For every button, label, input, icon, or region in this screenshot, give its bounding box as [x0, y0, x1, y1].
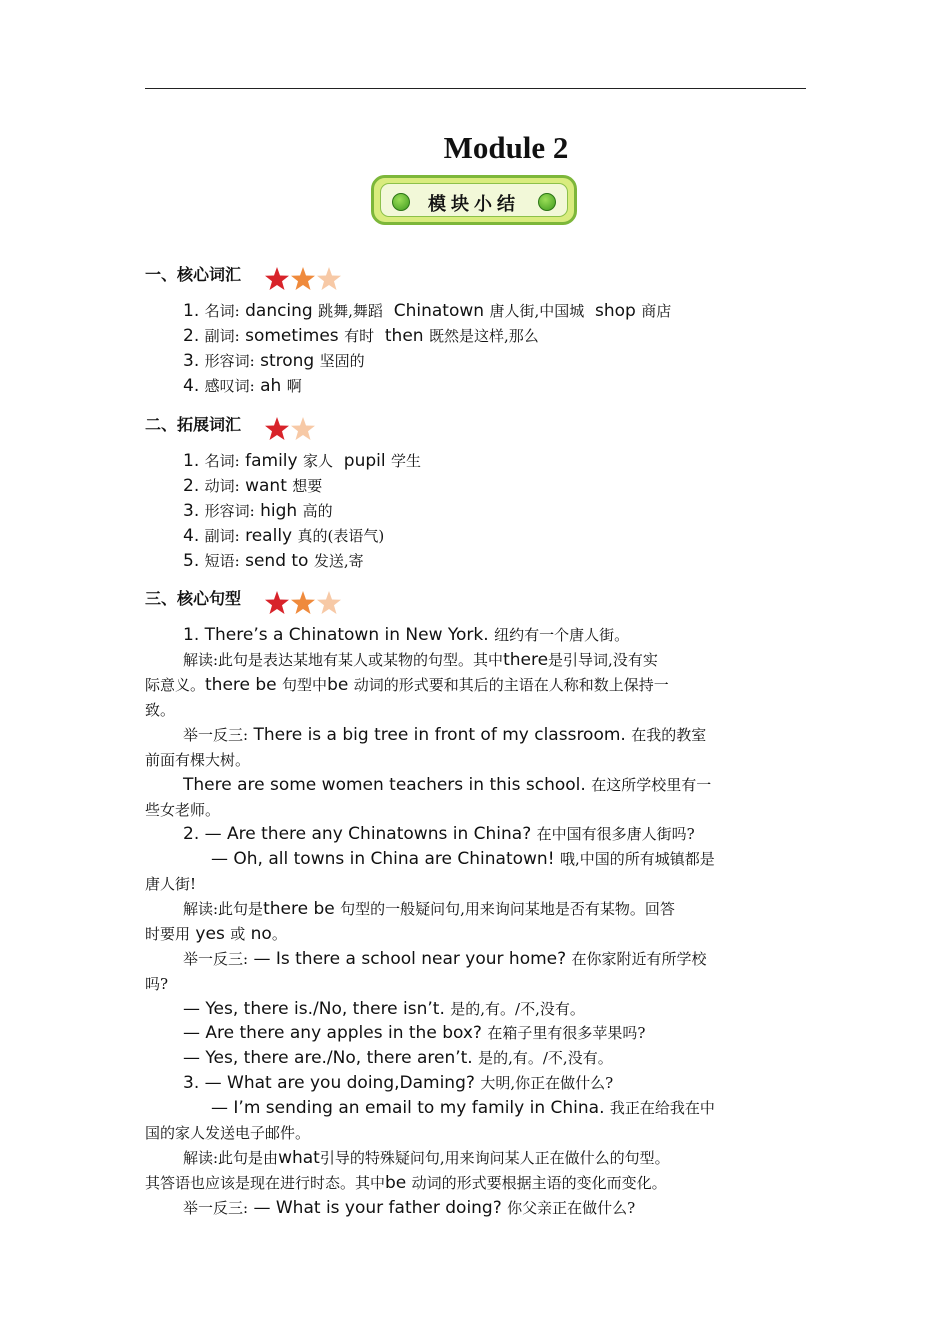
sentence-line	[145, 1122, 805, 1143]
star-icon	[291, 591, 315, 614]
star-icon	[265, 417, 289, 440]
english-text: there	[503, 650, 549, 670]
chinese-text: 跳舞,舞蹈	[318, 302, 383, 320]
chinese-text: 时要用	[145, 925, 191, 943]
chinese-text: 高的	[302, 502, 333, 520]
list-item	[145, 375, 805, 396]
english-text: shop	[584, 301, 642, 321]
english-text: there be	[205, 675, 283, 695]
sentence-line	[145, 973, 805, 994]
english-text: — Yes, there is./No, there isn’t.	[183, 999, 451, 1019]
star-icon	[265, 267, 289, 290]
english-text: pupil	[333, 451, 392, 471]
chinese-text: 名词:	[204, 452, 240, 470]
english-text: There are some women teachers in this school.	[183, 775, 592, 795]
list-item	[145, 550, 805, 571]
chinese-text: 形容词:	[204, 352, 255, 370]
sentence-line	[145, 1047, 805, 1068]
chinese-text: 些女老师。	[145, 801, 221, 819]
chinese-text: 国的家人发送电子邮件。	[145, 1124, 311, 1142]
english-text: ah	[254, 376, 287, 396]
sentence-line	[145, 624, 805, 645]
list-item	[145, 450, 805, 471]
sentence-line	[145, 848, 805, 869]
green-dot-icon	[538, 193, 556, 211]
sentence-line	[145, 699, 805, 720]
list-item	[145, 350, 805, 371]
english-text: — I’m sending an email to my family in China.	[211, 1098, 610, 1118]
star-icon	[291, 267, 315, 290]
chinese-text: 在我的教室	[631, 726, 707, 744]
english-text: 2. — Are there any Chinatowns in China?	[183, 824, 537, 844]
chinese-text: 动词:	[204, 477, 240, 495]
chinese-text: 句型的一般疑问句,用来询问某地是否有某物。回答	[340, 900, 675, 918]
english-text: 1. There’s a Chinatown in New York.	[183, 625, 495, 645]
chinese-text: 其答语也应该是现在进行时态。其中	[145, 1174, 386, 1192]
english-text: what	[278, 1148, 320, 1168]
chinese-text: 家人	[302, 452, 333, 470]
english-text: Chinatown	[382, 301, 490, 321]
english-text: — What is your father doing?	[248, 1198, 508, 1218]
chinese-text: 举一反三:	[183, 726, 249, 744]
section-heading-core-vocab	[145, 262, 343, 292]
chinese-text: 解读:此句是	[183, 900, 264, 918]
english-text: 4.	[183, 526, 200, 546]
chinese-text: 坚固的	[319, 352, 365, 370]
chinese-text: 有时	[344, 327, 375, 345]
list-item	[145, 325, 805, 346]
chinese-text: 引导的特殊疑问句,用来询问某人正在做什么的句型。	[319, 1149, 670, 1167]
list-item	[145, 500, 805, 521]
sentence-line	[145, 674, 805, 695]
chinese-text: 大明,你正在做什么?	[480, 1074, 614, 1092]
english-text: then	[374, 326, 429, 346]
english-text: 4.	[183, 376, 200, 396]
chinese-text: 形容词:	[204, 502, 255, 520]
chinese-text: 发送,寄	[313, 552, 364, 570]
english-text: really	[239, 526, 298, 546]
section-heading-core-sentences	[145, 586, 343, 616]
list-item	[145, 475, 805, 496]
list-item	[145, 525, 805, 546]
section-heading-text: 一、核心词汇	[145, 265, 242, 284]
chinese-text: 商店	[641, 302, 672, 320]
chinese-text: 在中国有很多唐人街吗?	[536, 825, 695, 843]
chinese-text: 前面有棵大树。	[145, 751, 251, 769]
sentence-line	[145, 724, 805, 745]
sentence-line	[145, 873, 805, 894]
english-text: 2.	[183, 476, 200, 496]
chinese-text: 致。	[145, 701, 176, 719]
module-summary-badge	[371, 175, 577, 225]
section-heading-text: 三、核心句型	[145, 589, 242, 608]
english-text: be	[327, 675, 354, 695]
chinese-text: 是的,有。/不,没有。	[478, 1049, 613, 1067]
sentence-line	[145, 1097, 805, 1118]
english-text: 5.	[183, 551, 200, 571]
chinese-text: 名词:	[204, 302, 240, 320]
sentence-line	[145, 923, 805, 944]
chinese-text: 真的(表语气)	[297, 527, 385, 545]
sentence-line	[145, 774, 805, 795]
chinese-text: 副词:	[204, 527, 240, 545]
section-heading-extended-vocab	[145, 412, 317, 442]
english-text: — Yes, there are./No, there aren’t.	[183, 1048, 479, 1068]
page-title: Module 2	[443, 130, 569, 165]
english-text: yes	[190, 924, 231, 944]
chinese-text: 句型中	[282, 676, 328, 694]
header-rule	[145, 88, 806, 89]
chinese-text: 你父亲正在做什么?	[507, 1199, 636, 1217]
badge-inner	[380, 183, 568, 217]
sentence-line	[145, 1147, 805, 1168]
english-text: strong	[254, 351, 320, 371]
english-text: 3. — What are you doing,Daming?	[183, 1073, 481, 1093]
english-text: 3.	[183, 351, 200, 371]
english-text: 1.	[183, 451, 200, 471]
chinese-text: 举一反三:	[183, 1199, 249, 1217]
chinese-text: 际意义。	[145, 676, 206, 694]
english-text: — Are there any apples in the box?	[183, 1023, 488, 1043]
english-text: send to	[239, 551, 314, 571]
sentence-line	[145, 1197, 805, 1218]
rating-stars-icon	[265, 266, 343, 292]
chinese-text: 副词:	[204, 327, 240, 345]
star-icon	[291, 417, 315, 440]
english-text: high	[254, 501, 303, 521]
chinese-text: 动词的形式要根据主语的变化而变化。	[411, 1174, 667, 1192]
chinese-text: 动词的形式要和其后的主语在人称和数上保持一	[353, 676, 669, 694]
chinese-text: 解读:此句是由	[183, 1149, 279, 1167]
sentence-line	[145, 823, 805, 844]
chinese-text: 是引导词,没有实	[548, 651, 658, 669]
english-text: want	[239, 476, 293, 496]
star-icon	[317, 591, 341, 614]
sentence-line	[145, 898, 805, 919]
chinese-text: 哦,中国的所有城镇都是	[559, 850, 715, 868]
star-icon	[265, 591, 289, 614]
chinese-text: 既然是这样,那么	[428, 327, 539, 345]
chinese-text: 在这所学校里有一	[591, 776, 712, 794]
english-text: be	[385, 1173, 412, 1193]
sentence-line	[145, 998, 805, 1019]
english-text: dancing	[239, 301, 319, 321]
badge-label: 模块小结	[428, 194, 520, 215]
english-text: no	[245, 924, 272, 944]
chinese-text: 举一反三:	[183, 950, 249, 968]
english-text: 2.	[183, 326, 200, 346]
list-item	[145, 300, 805, 321]
english-text: there be	[263, 899, 341, 919]
chinese-text: 唐人街!	[145, 875, 197, 893]
chinese-text: 在箱子里有很多苹果吗?	[487, 1024, 646, 1042]
chinese-text: 解读:此句是表达某地有某人或某物的句型。其中	[183, 651, 504, 669]
sentence-line	[145, 799, 805, 820]
english-text: There is a big tree in front of my classroom.	[248, 725, 632, 745]
english-text: family	[239, 451, 303, 471]
chinese-text: 学生	[391, 452, 422, 470]
sentence-line	[145, 948, 805, 969]
chinese-text: 啊	[286, 377, 302, 395]
chinese-text: 是的,有。/不,没有。	[450, 1000, 585, 1018]
chinese-text: 我正在给我在中	[609, 1099, 715, 1117]
chinese-text: 或	[230, 925, 246, 943]
sentence-line	[145, 749, 805, 770]
chinese-text: 唐人街,中国城	[489, 302, 585, 320]
sentence-line	[145, 649, 805, 670]
english-text: 3.	[183, 501, 200, 521]
chinese-text: 感叹词:	[204, 377, 255, 395]
sentence-line	[145, 1072, 805, 1093]
rating-stars-icon	[265, 590, 343, 616]
chinese-text: 吗?	[145, 975, 169, 993]
section-heading-text: 二、拓展词汇	[145, 415, 242, 434]
chinese-text: 短语:	[204, 552, 240, 570]
chinese-text: 。	[271, 925, 287, 943]
chinese-text: 纽约有一个唐人街。	[494, 626, 630, 644]
chinese-text: 在你家附近有所学校	[571, 950, 707, 968]
star-icon	[317, 267, 341, 290]
rating-stars-icon	[265, 416, 317, 442]
english-text: 1.	[183, 301, 200, 321]
sentence-line	[145, 1172, 805, 1193]
sentence-line	[145, 1022, 805, 1043]
english-text: — Oh, all towns in China are Chinatown!	[211, 849, 560, 869]
english-text: sometimes	[239, 326, 345, 346]
chinese-text: 想要	[292, 477, 323, 495]
english-text: — Is there a school near your home?	[248, 949, 572, 969]
